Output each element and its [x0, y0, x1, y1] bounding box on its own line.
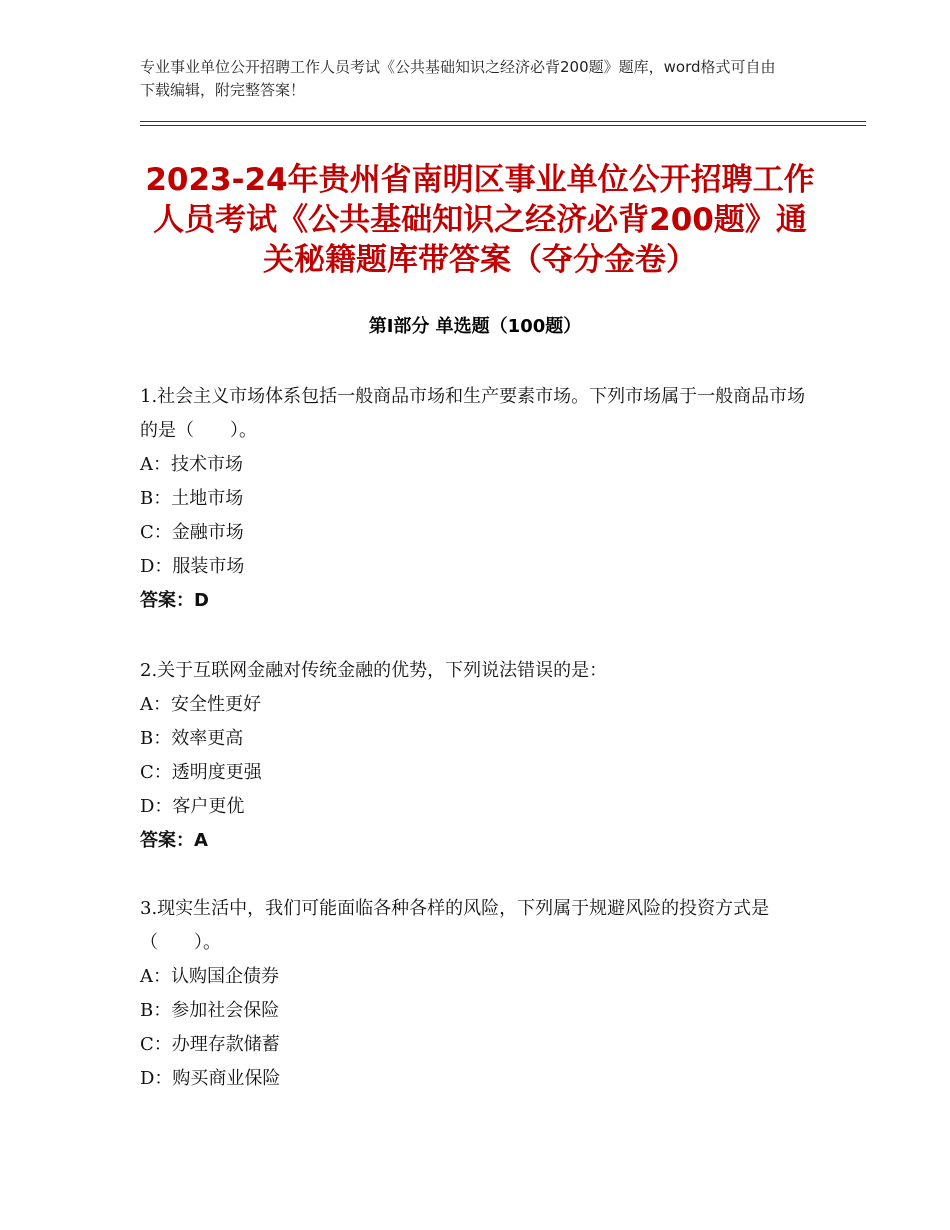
option-a: A：技术市场	[140, 454, 243, 475]
option-d: D：服装市场	[140, 556, 245, 577]
header-description: 专业事业单位公开招聘工作人员考试《公共基础知识之经济必背200题》题库，word格式可自由下载编辑，附完整答案！	[140, 58, 776, 99]
option-b: B：参加社会保险	[140, 1000, 280, 1021]
option-a: A：认购国企债券	[140, 966, 279, 987]
question-stem: 3.现实生活中，我们可能面临各种各样的风险，下列属于规避风险的投资方式是（ ）。	[140, 898, 770, 953]
option-c: C：金融市场	[140, 522, 244, 543]
answer: 答案：D	[140, 590, 209, 611]
option-d: D：客户更优	[140, 796, 245, 817]
option-a: A：安全性更好	[140, 694, 261, 715]
option-b: B：土地市场	[140, 488, 244, 509]
option-d: D：购买商业保险	[140, 1068, 281, 1089]
question-stem: 1.社会主义市场体系包括一般商品市场和生产要素市场。下列市场属于一般商品市场的是（ ）。	[140, 386, 806, 441]
question-3	[140, 892, 810, 1096]
option-c: C：透明度更强	[140, 762, 262, 783]
option-c: C：办理存款储蓄	[140, 1034, 280, 1055]
answer: 答案：A	[140, 830, 208, 851]
question-2	[140, 654, 810, 858]
document-title: 2023-24年贵州省南明区事业单位公开招聘工作人员考试《公共基础知识之经济必背200题》通关秘籍题库带答案（夺分金卷）	[145, 162, 815, 278]
question-stem: 2.关于互联网金融对传统金融的优势，下列说法错误的是：	[140, 660, 608, 681]
question-1	[140, 380, 810, 618]
part-heading: 第Ⅰ部分 单选题（100题）	[368, 316, 582, 337]
header-divider-bottom	[140, 125, 866, 126]
header-divider-top	[140, 121, 866, 122]
option-b: B：效率更高	[140, 728, 244, 749]
